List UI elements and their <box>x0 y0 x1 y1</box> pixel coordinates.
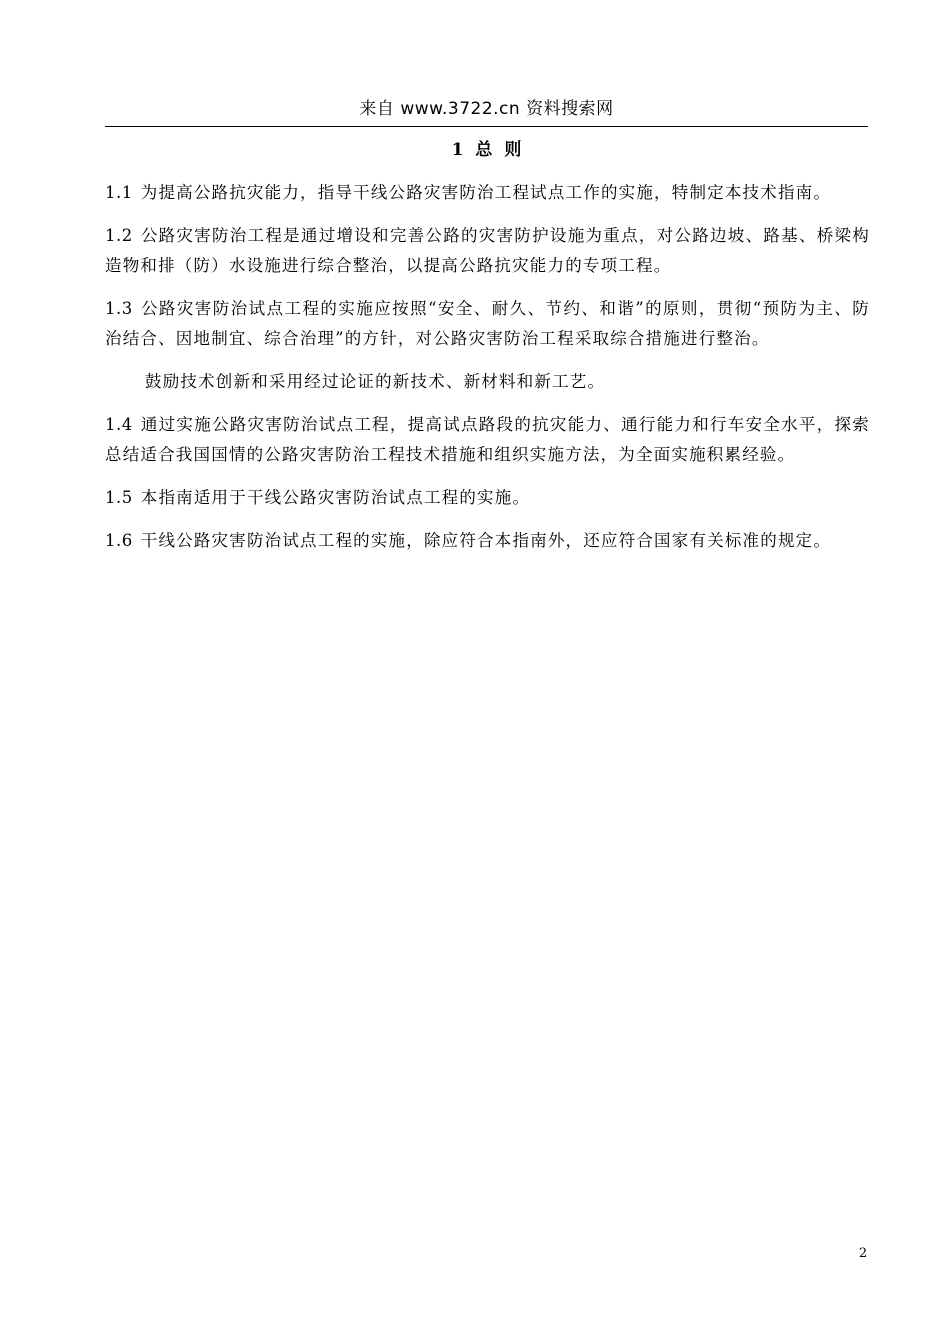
page-header <box>105 96 868 127</box>
chapter-title: 1 总 则 <box>451 140 522 160</box>
section-1-3-continuation <box>105 367 870 397</box>
section-1-6 <box>105 526 870 556</box>
document-body <box>105 178 870 569</box>
section-text: 为提高公路抗灾能力，指导干线公路灾害防治工程试点工作的实施，特制定本技术指南。 <box>140 183 832 202</box>
header-text: 来自 www.3722.cn 资料搜索网 <box>359 99 614 119</box>
section-number: 1.1 <box>105 183 133 202</box>
section-1-1 <box>105 178 870 208</box>
page-number: 2 <box>858 1246 868 1261</box>
section-text: 公路灾害防治试点工程的实施应按照“安全、耐久、节约、和谐”的原则，贯彻“预防为主、防治结合、因地制宜、综合治理”的方针，对公路灾害防治工程采取综合措施进行整治。 <box>105 299 870 348</box>
section-number: 1.5 <box>105 488 133 507</box>
section-number: 1.3 <box>105 299 133 318</box>
section-1-2 <box>105 221 870 281</box>
section-number: 1.2 <box>105 226 133 245</box>
section-1-5 <box>105 483 870 513</box>
section-text: 鼓励技术创新和采用经过论证的新技术、新材料和新工艺。 <box>145 372 606 391</box>
section-number: 1.4 <box>105 415 133 434</box>
section-text: 通过实施公路灾害防治试点工程，提高试点路段的抗灾能力、通行能力和行车安全水平，探索总结适合我国国情的公路灾害防治工程技术措施和组织实施方法，为全面实施积累经验。 <box>105 415 870 464</box>
section-text: 干线公路灾害防治试点工程的实施，除应符合本指南外，还应符合国家有关标准的规定。 <box>140 531 832 550</box>
section-number: 1.6 <box>105 531 133 550</box>
section-1-4 <box>105 410 870 470</box>
section-1-3 <box>105 294 870 354</box>
section-text: 公路灾害防治工程是通过增设和完善公路的灾害防护设施为重点，对公路边坡、路基、桥梁构造物和排（防）水设施进行综合整治，以提高公路抗灾能力的专项工程。 <box>105 226 870 275</box>
section-text: 本指南适用于干线公路灾害防治试点工程的实施。 <box>140 488 531 507</box>
